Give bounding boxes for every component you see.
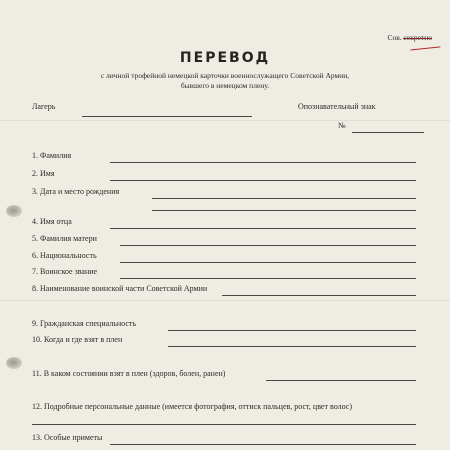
field-special-marks-line [110,444,416,445]
field-father-name-label: 4. Имя отца [32,217,72,226]
field-unit-line [222,295,416,296]
field-nationality-line [120,262,416,263]
field-mother-surname-label: 5. Фамилия матери [32,234,97,243]
field-surname-line [110,162,416,163]
field-first-name-line [110,180,416,181]
field-birth-line [152,198,416,199]
field-special-marks-label: 13. Особые приметы [32,433,103,442]
field-surname-label: 1. Фамилия [32,151,72,160]
field-condition-label: 11. В каком состоянии взят в плен (здоров, болен, ранен) [32,369,226,378]
field-unit-label: 8. Наименование воинской части Советской Армии [32,284,208,293]
field-birth-label: 3. Дата и место рождения [32,187,120,196]
paper-fold [0,300,450,301]
document-title: ПЕРЕВОД [179,50,271,66]
punch-hole [6,357,22,369]
stamp-classification: секретно [403,33,432,42]
field-birth-line-2 [152,210,416,211]
field-rank-line [120,278,416,279]
classification-stamp [387,33,432,42]
field-occupation-line [168,330,416,331]
field-condition-line [266,380,416,381]
field-rank-label: 7. Воинское звание [32,267,98,276]
camp-label: Лагерь [32,102,56,111]
field-nationality-label: 6. Национальность [32,251,97,260]
field-personal-data-line [32,424,416,425]
tag-number-prefix: № [338,121,346,130]
document-subtitle-line1: с личной трофейной немецкой карточки военнослужащего Советской Армии, [100,71,350,80]
field-mother-surname-line [120,245,416,246]
tag-label: Опознавательный знак [298,102,376,111]
field-first-name-label: 2. Имя [32,169,55,178]
field-occupation-label: 9. Гражданская специальность [32,319,137,328]
field-personal-data-label: 12. Подробные персональные данные (имеется фотография, оттиск пальцев, рост, цвет волос) [32,402,352,411]
punch-hole [6,205,22,217]
field-captured-label: 10. Когда и где взят в плен [32,335,123,344]
field-father-name-line [110,228,416,229]
camp-line [82,116,252,117]
stamp-prefix: Сов. [387,33,402,42]
paper-fold [0,120,450,121]
tag-number-line [352,132,424,133]
document-subtitle-line2: бывшего в немецком плену. [180,81,270,90]
field-captured-line [168,346,416,347]
